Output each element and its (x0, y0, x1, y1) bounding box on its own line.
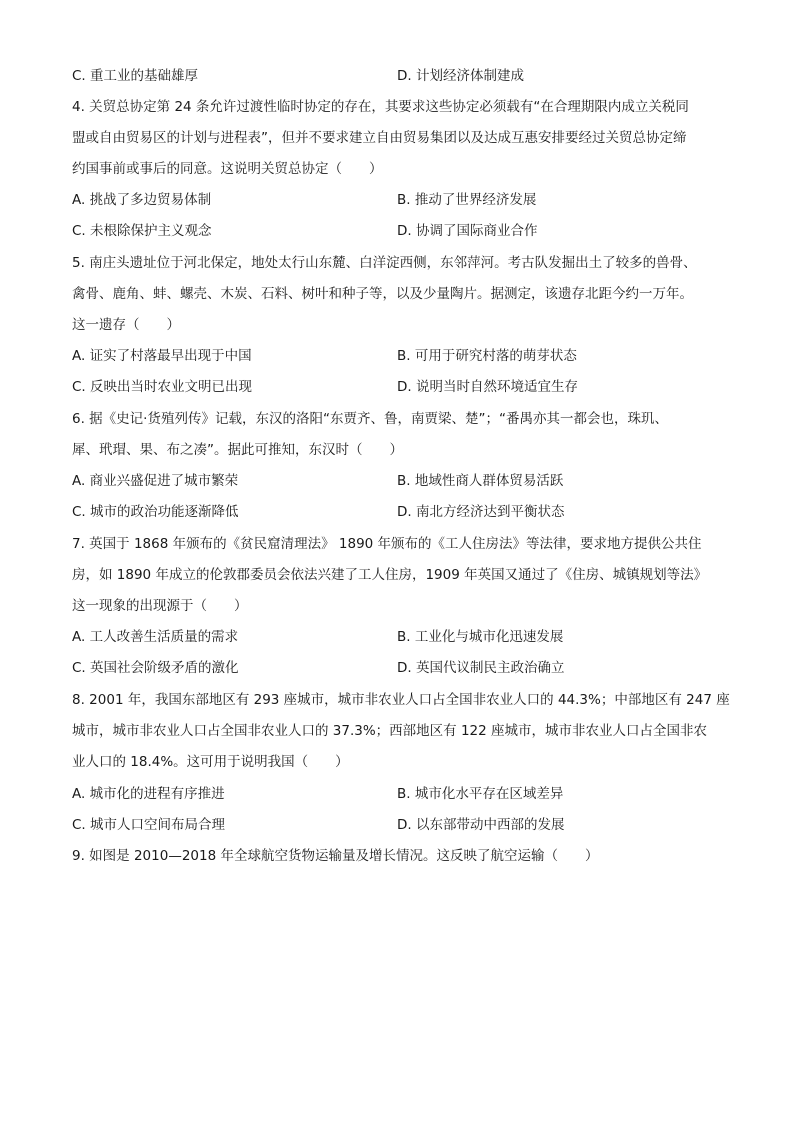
question-6-stem-line-2: 犀、玳瑁、果、布之凑”。据此可推知，东汉时（ ） (72, 442, 403, 458)
option-d: D. 以东部带动中西部的发展 (397, 817, 565, 833)
option-b: B. 工业化与城市化迅速发展 (397, 629, 564, 645)
question-8-stem-line-3: 业人口的 18.4%。这可用于说明我国（ ） (72, 754, 349, 770)
question-8-stem-line-1: 8. 2001 年，我国东部地区有 293 座城市，城市非农业人口占全国非农业人口的 44.3%；中部地区有 247 座 (72, 692, 730, 708)
option-d: D. 说明当时自然环境适宜生存 (397, 379, 578, 395)
option-a: A. 挑战了多边贸易体制 (72, 192, 212, 208)
option-a: A. 商业兴盛促进了城市繁荣 (72, 473, 239, 489)
option-c: C. 未根除保护主义观念 (72, 223, 212, 239)
option-a: A. 证实了村落最早出现于中国 (72, 348, 252, 364)
question-4-stem-line-1: 4. 关贸总协定第 24 条允许过渡性临时协定的存在，其要求这些协定必须载有“在合理期限内成立关税同 (72, 99, 689, 115)
question-7-stem-line-2: 房，如 1890 年成立的伦敦郡委员会依法兴建了工人住房，1909 年英国又通过了《住房、城镇规划等法》 (72, 567, 708, 583)
question-4-stem-line-2: 盟或自由贸易区的计划与进程表”，但并不要求建立自由贸易集团以及达成互惠安排要经过关贸总协定缔 (72, 130, 687, 146)
question-5-stem-line-1: 5. 南庄头遗址位于河北保定，地处太行山东麓、白洋淀西侧，东邻萍河。考古队发掘出土了较多的兽骨、 (72, 255, 697, 271)
option-c: C. 英国社会阶级矛盾的激化 (72, 660, 239, 676)
option-b: B. 地域性商人群体贸易活跃 (397, 473, 564, 489)
question-4-stem-line-3: 约国事前或事后的同意。这说明关贸总协定（ ） (72, 161, 383, 177)
option-b: B. 可用于研究村落的萌芽状态 (397, 348, 577, 364)
option-b: B. 城市化水平存在区域差异 (397, 786, 564, 802)
option-b: B. 推动了世界经济发展 (397, 192, 537, 208)
question-9-stem-line-1: 9. 如图是 2010—2018 年全球航空货物运输量及增长情况。这反映了航空运输（ ） (72, 848, 599, 864)
question-5-stem-line-2: 禽骨、鹿角、蚌、螺壳、木炭、石料、树叶和种子等，以及少量陶片。据测定，该遗存北距今约一万年。 (72, 286, 693, 302)
option-c: C. 反映出当时农业文明已出现 (72, 379, 253, 395)
option-c: C. 城市人口空间布局合理 (72, 817, 226, 833)
question-5-stem-line-3: 这一遗存（ ） (72, 317, 180, 333)
option-a: A. 工人改善生活质量的需求 (72, 629, 239, 645)
option-d: D. 计划经济体制建成 (397, 68, 524, 84)
question-7-stem-line-3: 这一现象的出现源于（ ） (72, 598, 248, 614)
option-c: C. 重工业的基础雄厚 (72, 68, 199, 84)
option-d: D. 英国代议制民主政治确立 (397, 660, 565, 676)
option-c: C. 城市的政治功能逐渐降低 (72, 504, 239, 520)
option-a: A. 城市化的进程有序推进 (72, 786, 225, 802)
option-d: D. 南北方经济达到平衡状态 (397, 504, 565, 520)
question-7-stem-line-1: 7. 英国于 1868 年颁布的《贫民窟清理法》 1890 年颁布的《工人住房法》等法律，要求地方提供公共住 (72, 536, 702, 552)
question-8-stem-line-2: 城市，城市非农业人口占全国非农业人口的 37.3%；西部地区有 122 座城市，城市非农业人口占全国非农 (72, 723, 708, 739)
question-6-stem-line-1: 6. 据《史记·货殖列传》记载，东汉的洛阳“东贾齐、鲁，南贾梁、楚”；“番禺亦其一都会也，珠玑、 (72, 411, 668, 427)
option-d: D. 协调了国际商业合作 (397, 223, 538, 239)
